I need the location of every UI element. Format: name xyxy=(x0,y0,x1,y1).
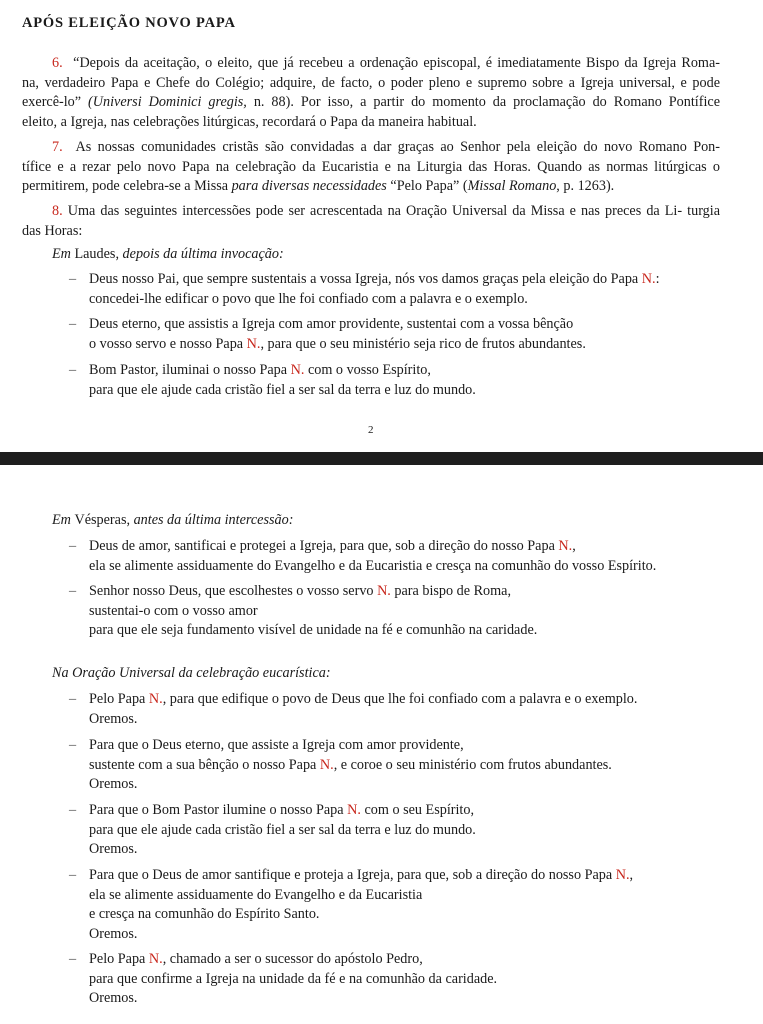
paragraph-number: 6. xyxy=(52,55,63,71)
paragraph-6: 6. “Depois da aceitação, o eleito, que já recebeu a ordenação episcopal, é imediatamente Bispo da Igreja Roma- na, verdadeiro Papa e Chefe do Colégio; adquire, de facto, o poder pleno e supremo sobre a Igreja universal, e pode exercê-lo” (Universi Dominici gregis, n. 88). Por isso, a partir do momento da proclamação do Romano Pontífice eleito, a Igreja, nas celebrações litúrgicas, recordará o Papa da maneira habitual. xyxy=(22,55,721,130)
dash-bullet: – xyxy=(69,737,77,753)
dash-bullet: – xyxy=(69,362,77,378)
paragraph-8: 8. Uma das seguintes intercessões pode ser acrescentada na Oração Universal da Missa e nas preces da Li- turgia das Horas: xyxy=(22,203,721,239)
document-title: APÓS ELEIÇÃO NOVO PAPA xyxy=(22,15,236,31)
dash-bullet: – xyxy=(69,867,77,883)
dash-bullet: – xyxy=(69,691,77,707)
paragraph-number: 8. xyxy=(52,203,63,219)
vesperas-heading: Em Vésperas, antes da última intercessão: xyxy=(52,512,294,528)
document-page-1: APÓS ELEIÇÃO NOVO PAPA 6. “Depois da aceitação, o eleito, que já recebeu a ordenação episcopal, é imediatamente Bispo da Igreja Roma- na, verdadeiro Papa e Chefe do Colégio; adquire, de facto, o poder pleno e supremo sobre a Igreja universal, e pode exercê-lo” (Universi Dominici gregis, n. 88). Por isso, a partir do momento da proclamação do Romano Pontífice eleito, a Igreja, nas celebrações litúrgicas, recordará o Papa da maneira habitual. 7. As nossas comunidades cristãs são convidadas a dar graças ao Senhor pela eleição do novo Romano Pon- tífice e a rezar pelo novo Papa na celebração da Eucaristia e na Liturgia das Horas. Quando as normas litúrgicas o permitirem, pode celebra-se a Missa para diversas necessidades “Pelo Papa” (Missal Romano, p. 1263). 8. Uma das seguintes intercessões pode ser acrescentada na Oração Universal da Missa e nas preces da Li- turgia das Horas: Em Laudes, depois da última invocação: – Deus nosso Pai, que sempre sustentais a vossa Igreja, nós vos damos graças pela eleição do Papa N.: concedei-lhe edificar o povo que lhe foi confiado com a palavra e o exemplo. – Deus eterno, que assistis a Igreja com amor providente, sustentai com a vossa bênção o vosso servo e nosso Papa N., para que o seu ministério seja rico de frutos abundantes. – Bom Pastor, iluminai o nosso Papa N. com o vosso Espírito, para que ele ajude cada cristão fiel a ser sal da terra e luz do mundo. 2 xyxy=(0,0,763,452)
document-page-2: Em Vésperas, antes da última intercessão: – Deus de amor, santificai e protegei a Igreja, para que, sob a direção do nosso Papa N., ela se alimente assiduamente do Evangelho e da Eucaristia e cresça na comunhão do vosso Espírito. – Senhor nosso Deus, que escolhestes o vosso servo N. para bispo de Roma, sustentai-o com o vosso amor para que ele seja fundamento visível de unidade na fé e comunhão na caridade. Na Oração Universal da celebração eucarística: – Pelo Papa N., para que edifique o povo de Deus que lhe foi confiado com a palavra e o exemplo. Oremos. – Para que o Deus eterno, que assiste a Igreja com amor providente, sustente com a sua bênção o nosso Papa N., e coroe o seu ministério com frutos abundantes. Oremos. – Para que o Bom Pastor ilumine o nosso Papa N. com o seu Espírito, para que ele ajude cada cristão fiel a ser sal da terra e luz do mundo. Oremos. – Para que o Deus de amor santifique e proteja a Igreja, para que, sob a direção do nosso Papa N., ela se alimente assiduamente do Evangelho e da Eucaristia e cresça na comunhão do Espírito Santo. Oremos. – Pelo Papa N., chamado a ser o sucessor do apóstolo Pedro, para que confirme a Igreja na unidade da fé e na comunhão da caridade. Oremos. xyxy=(52,512,657,1007)
dash-bullet: – xyxy=(69,538,77,554)
oracao-universal-heading: Na Oração Universal da celebração eucarística: xyxy=(52,665,331,681)
dash-bullet: – xyxy=(69,271,77,287)
paragraph-7: 7. As nossas comunidades cristãs são convidadas a dar graças ao Senhor pela eleição do novo Romano Pon- tífice e a rezar pelo novo Papa na celebração da Eucaristia e na Liturgia das Horas. Quando as normas litúrgicas o permitirem, pode celebra-se a Missa para diversas necessidades “Pelo Papa” (Missal Romano, p. 1263). xyxy=(22,139,721,195)
dash-bullet: – xyxy=(69,802,77,818)
page-divider xyxy=(0,452,763,465)
dash-bullet: – xyxy=(69,951,77,967)
laudes-heading: Em Laudes, depois da última invocação: xyxy=(52,246,284,262)
paragraph-number: 7. xyxy=(52,139,63,155)
dash-bullet: – xyxy=(69,316,77,332)
page-number: 2 xyxy=(368,424,374,436)
dash-bullet: – xyxy=(69,583,77,599)
